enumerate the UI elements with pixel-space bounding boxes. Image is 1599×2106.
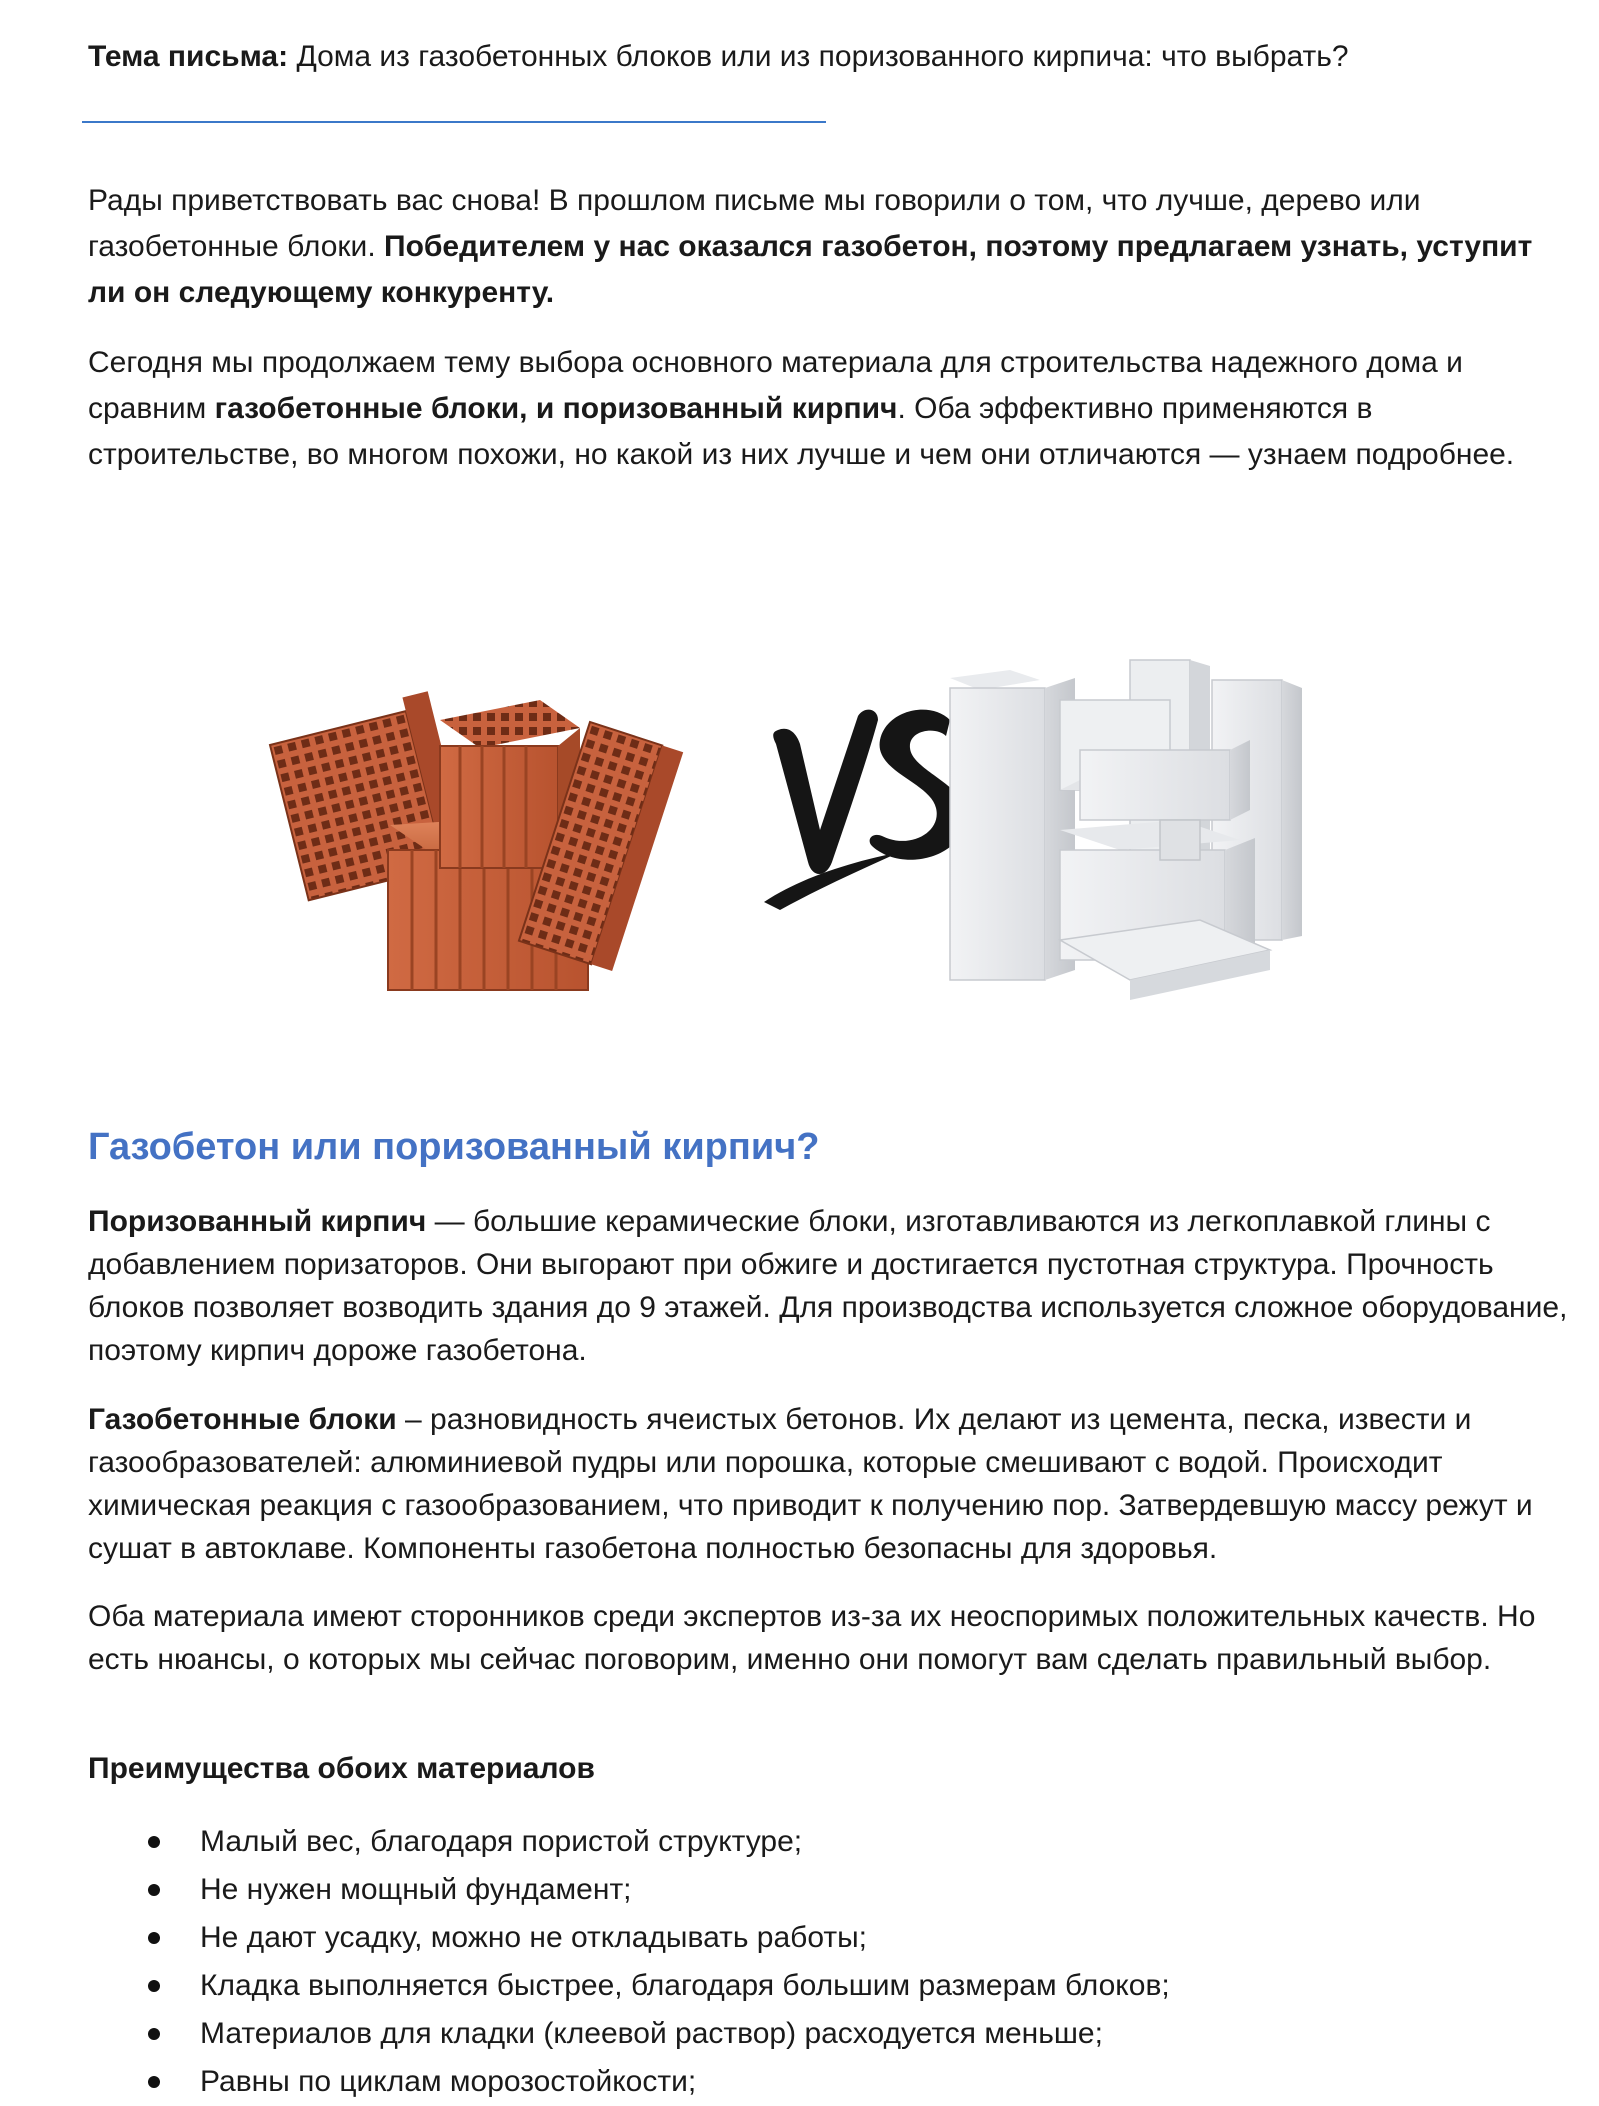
bullet-icon: [148, 1836, 160, 1848]
email-subject: [88, 36, 1568, 78]
porous-brick-text: — большие керамические блоки, изготавливаются из легкоплавкой глины с добавлением поризаторов. Они выгорают при обжиге и достигается пустотная структура. Прочность блоков позволяет возводить здания до 9 этажей. Для производства используется сложное оборудование, поэтому кирпич дороже газобетона.: [88, 1205, 1568, 1367]
list-item-text: Не дают усадку, можно не откладывать работы;: [200, 1921, 868, 1954]
list-item: [140, 2010, 1540, 2058]
intro-p2-text-b: . Оба эффективно применяются в строительстве, во многом похожи, но какой из них лучше и чем они отличаются — узнаем подробнее.: [88, 392, 1515, 471]
intro-p1-text: Рады приветствовать вас снова! В прошлом письме мы говорили о том, что лучше, дерево или газобетонные блоки.: [88, 184, 1421, 263]
advantages-list: [140, 1818, 1540, 2106]
bullet-icon: [148, 2028, 160, 2040]
bullet-icon: [148, 1932, 160, 1944]
porous-brick-paragraph: [88, 1200, 1568, 1372]
list-item: [140, 1866, 1540, 1914]
vs-mark: [764, 710, 966, 941]
summary-paragraph: Оба материала имеют сторонников среди экспертов из-за их неоспоримых положительных качеств. Но есть нюансы, о которых мы сейчас поговорим, именно они помогут вам сделать правильный выбор.: [88, 1600, 1536, 1676]
intro-p1-bold: Победителем у нас оказался газобетон, поэтому предлагаем узнать, уступит ли он следующему конкуренту.: [88, 230, 1533, 309]
list-item-text: Материалов для кладки (клеевой раствор) расходуется меньше;: [200, 2017, 1103, 2050]
bullet-icon: [148, 1884, 160, 1896]
intro-p2-text-a: Сегодня мы продолжаем тему выбора основного материала для строительства надежного дома и сравним: [88, 346, 1463, 425]
subject-label: Тема письма:: [88, 40, 289, 73]
porous-brick-term: Поризованный кирпич: [88, 1205, 427, 1238]
intro-p2-bold: газобетонные блоки, и поризованный кирпич: [214, 392, 898, 425]
list-item-text: Не нужен мощный фундамент;: [200, 1873, 632, 1906]
advantages-heading: Преимущества обоих материалов: [88, 1752, 595, 1785]
aerated-concrete-text: – разновидность ячеистых бетонов. Их делают из цемента, песка, извести и газообразователей: алюминиевой пудры или порошка, которые смешивают с водой. Происходит химическая реакция с газообразованием, что приводит к получению пор. Затвердевшую массу режут и сушат в автоклаве. Компоненты газобетона полностью безопасны для здоровья.: [88, 1403, 1533, 1565]
subject-text: Дома из газобетонных блоков или из поризованного кирпича: что выбрать?: [288, 40, 1349, 73]
subject-divider: [82, 121, 826, 123]
section-heading: Газобетон или поризованный кирпич?: [88, 1126, 820, 1168]
list-item: [140, 1914, 1540, 1962]
list-item: [140, 1818, 1540, 1866]
list-item: [140, 1962, 1540, 2010]
aerated-concrete-blocks: [950, 660, 1302, 1000]
bullet-icon: [148, 1980, 160, 1992]
intro-paragraph-1: [88, 178, 1568, 316]
list-item-text: Равны по циклам морозостойкости;: [200, 2065, 697, 2098]
hero-image-brick-vs-aerated-concrete: [260, 640, 1400, 1020]
vs-text: VS: [859, 940, 861, 941]
intro-paragraph-2: [88, 340, 1568, 478]
list-item-text: Малый вес, благодаря пористой структуре;: [200, 1825, 803, 1858]
aerated-concrete-paragraph: [88, 1398, 1568, 1570]
list-item: [140, 2058, 1540, 2106]
bullet-icon: [148, 2076, 160, 2088]
aerated-concrete-term: Газобетонные блоки: [88, 1403, 397, 1436]
list-item-text: Кладка выполняется быстрее, благодаря большим размерам блоков;: [200, 1969, 1170, 2002]
